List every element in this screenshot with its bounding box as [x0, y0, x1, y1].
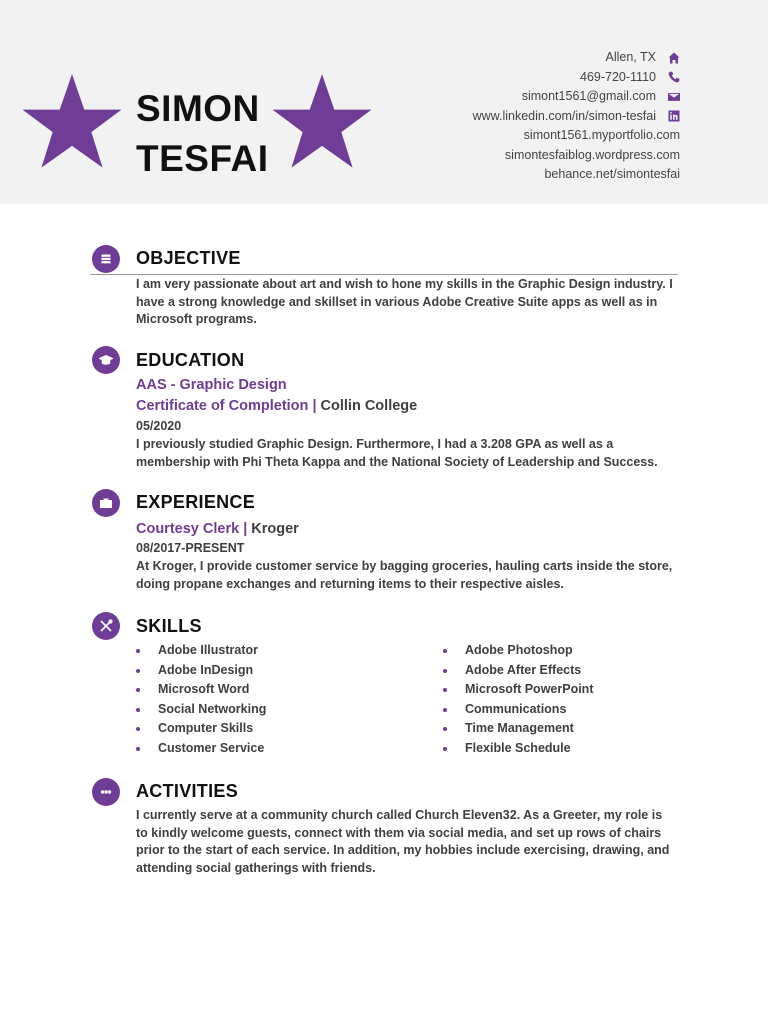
skill-item: Computer Skills [136, 719, 396, 739]
applicant-name [136, 84, 269, 184]
skill-item: Microsoft Word [136, 680, 396, 700]
education-date: 05/2020 [136, 419, 182, 433]
skill-item: Adobe InDesign [136, 661, 396, 681]
skill-item: Adobe Photoshop [443, 641, 703, 661]
skill-item: Adobe Illustrator [136, 641, 396, 661]
company-name: Kroger [251, 521, 299, 537]
objective-heading: OBJECTIVE [136, 248, 241, 268]
resume-header [0, 0, 768, 204]
contact-location: Allen, TX [473, 48, 680, 68]
contact-behance[interactable]: behance.net/simontesfai [544, 167, 680, 181]
briefcase-icon [92, 489, 120, 517]
contact-blog[interactable]: simontesfaiblog.wordpress.com [504, 147, 680, 162]
contact-phone[interactable]: 469-720-1110 [473, 68, 680, 88]
skill-item: Adobe After Effects [443, 661, 703, 681]
graduation-cap-icon [92, 346, 120, 374]
first-name: SIMON [136, 88, 260, 129]
contact-portfolio[interactable]: simont1561.myportfolio.com [523, 128, 680, 142]
degree-title: AAS - Graphic Design [136, 377, 287, 393]
skills-heading: SKILLS [136, 616, 202, 636]
activities-text: I currently serve at a community church called Church Eleven32. As a Greeter, my role is to kindly welcome guests, connect with them via social media, and set up rows of chairs prior to the start of each service. In addition, my hobbies include exercising, drawing, and attending social gatherings with friends. [136, 808, 670, 875]
school-name: Collin College [320, 398, 418, 414]
contact-info [473, 48, 680, 185]
experience-date: 08/2017-PRESENT [136, 541, 245, 555]
objective-text: I am very passionate about art and wish to hone my skills in the Graphic Design industry. I have a strong knowledge and skillset in various Adobe Creative Suite apps as well as in Microsoft programs. [136, 277, 673, 326]
star-icon [270, 72, 374, 176]
skill-item: Customer Service [136, 739, 396, 759]
skill-item: Microsoft PowerPoint [443, 680, 703, 700]
contact-linkedin[interactable]: www.linkedin.com/in/simon-tesfai [473, 107, 680, 127]
skill-item: Flexible Schedule [443, 739, 703, 759]
star-icon [20, 72, 124, 176]
objective-icon [92, 245, 120, 273]
home-icon [662, 52, 680, 64]
skills-list-left [136, 641, 396, 758]
job-title: Courtesy Clerk [136, 521, 240, 537]
education-text: I previously studied Graphic Design. Furthermore, I had a 3.208 GPA as well as a membership with Phi Theta Kappa and the National Society of Leadership and Success. [136, 437, 658, 469]
activities-heading: ACTIVITIES [136, 781, 239, 801]
linkedin-icon [662, 110, 680, 122]
experience-text: At Kroger, I provide customer service by bagging groceries, hauling carts inside the store, doing propane exchanges and returning items to their respective aisles. [136, 559, 673, 591]
skill-item: Communications [443, 700, 703, 720]
separator: | [243, 521, 248, 537]
job-line [136, 521, 299, 537]
separator: | [312, 398, 317, 414]
education-heading: EDUCATION [136, 350, 245, 370]
skill-item: Time Management [443, 719, 703, 739]
last-name: TESFAI [136, 138, 269, 179]
contact-email[interactable]: simont1561@gmail.com [473, 87, 680, 107]
skills-list-right [443, 641, 703, 758]
certificate-title: Certificate of Completion [136, 398, 309, 414]
experience-heading: EXPERIENCE [136, 492, 256, 512]
more-icon [92, 778, 120, 806]
section-divider [90, 274, 678, 275]
certificate-line [136, 398, 417, 414]
phone-icon [662, 71, 680, 83]
skill-item: Social Networking [136, 700, 396, 720]
tools-icon [92, 612, 120, 640]
mail-icon [662, 91, 680, 103]
